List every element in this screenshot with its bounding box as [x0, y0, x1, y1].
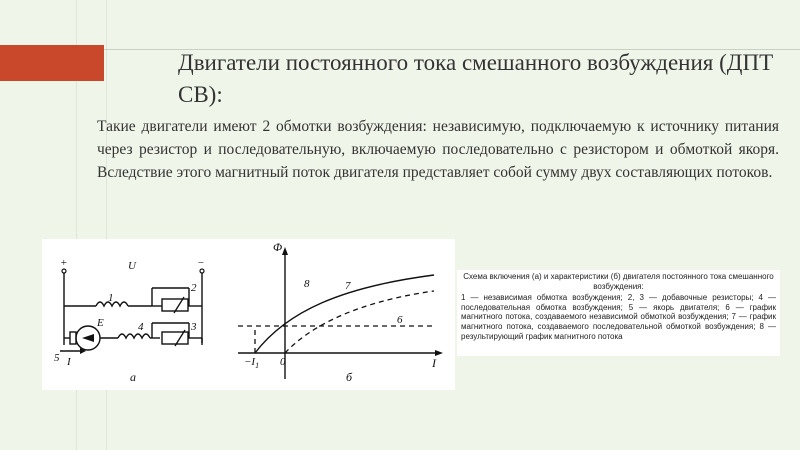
panel-a-label: а [130, 370, 136, 384]
accent-tab [0, 45, 104, 81]
caption-title: Схема включения (а) и характеристики (б) двигателя постоянного тока смешанного возбуждения: [463, 272, 774, 291]
x-axis-label: I [432, 356, 436, 370]
voltage-label: U [128, 260, 136, 272]
neg-current-label: $-I_1$ [244, 356, 260, 370]
current-label: I [67, 356, 71, 368]
figure-image [42, 239, 455, 390]
body-text: Такие двигатели имеют 2 обмотки возбуждения: независимую, подключаемую к источнику питания через резистор и последовательную, включаемую последовательно с резистором и обмоткой якоря. Вследствие этого магнитный поток двигателя представляет собой сумму двух составляющих потоков. [97, 118, 779, 181]
emf-label: E [97, 317, 104, 329]
resistor-2-label: 2 [191, 282, 197, 294]
caption-body: 1 — независимая обмотка возбуждения; 2, 3 — добавочные резисторы; 4 — последовательная обмотка возбуждения; 5 — якорь двигателя; 6 — график магнитного потока, создаваемого независимой обмоткой возбуждения; 7 — график магнитного потока, создаваемого последовательной обмоткой возбуждения; 8 — результирующий график магнитного потока [461, 293, 776, 341]
resistor-3-label: 3 [191, 321, 197, 333]
origin-label: 0 [280, 356, 286, 368]
y-axis-label: Φ [273, 240, 283, 254]
curve-6-label: 6 [397, 314, 403, 326]
minus-label: − [197, 257, 205, 269]
panel-b-label: б [346, 370, 353, 384]
curve-7-label: 7 [345, 280, 351, 292]
curve-8-label: 8 [304, 278, 310, 290]
winding-4-label: 4 [138, 321, 144, 333]
plus-label: + [60, 257, 68, 269]
figure-caption [457, 270, 780, 356]
slide-title: Двигатели постоянного тока смешанного возбуждения (ДПТ СВ): [178, 50, 774, 107]
armature-5-label: 5 [54, 352, 60, 364]
winding-1-label: 1 [108, 292, 114, 304]
circuit-and-graph [42, 239, 455, 390]
